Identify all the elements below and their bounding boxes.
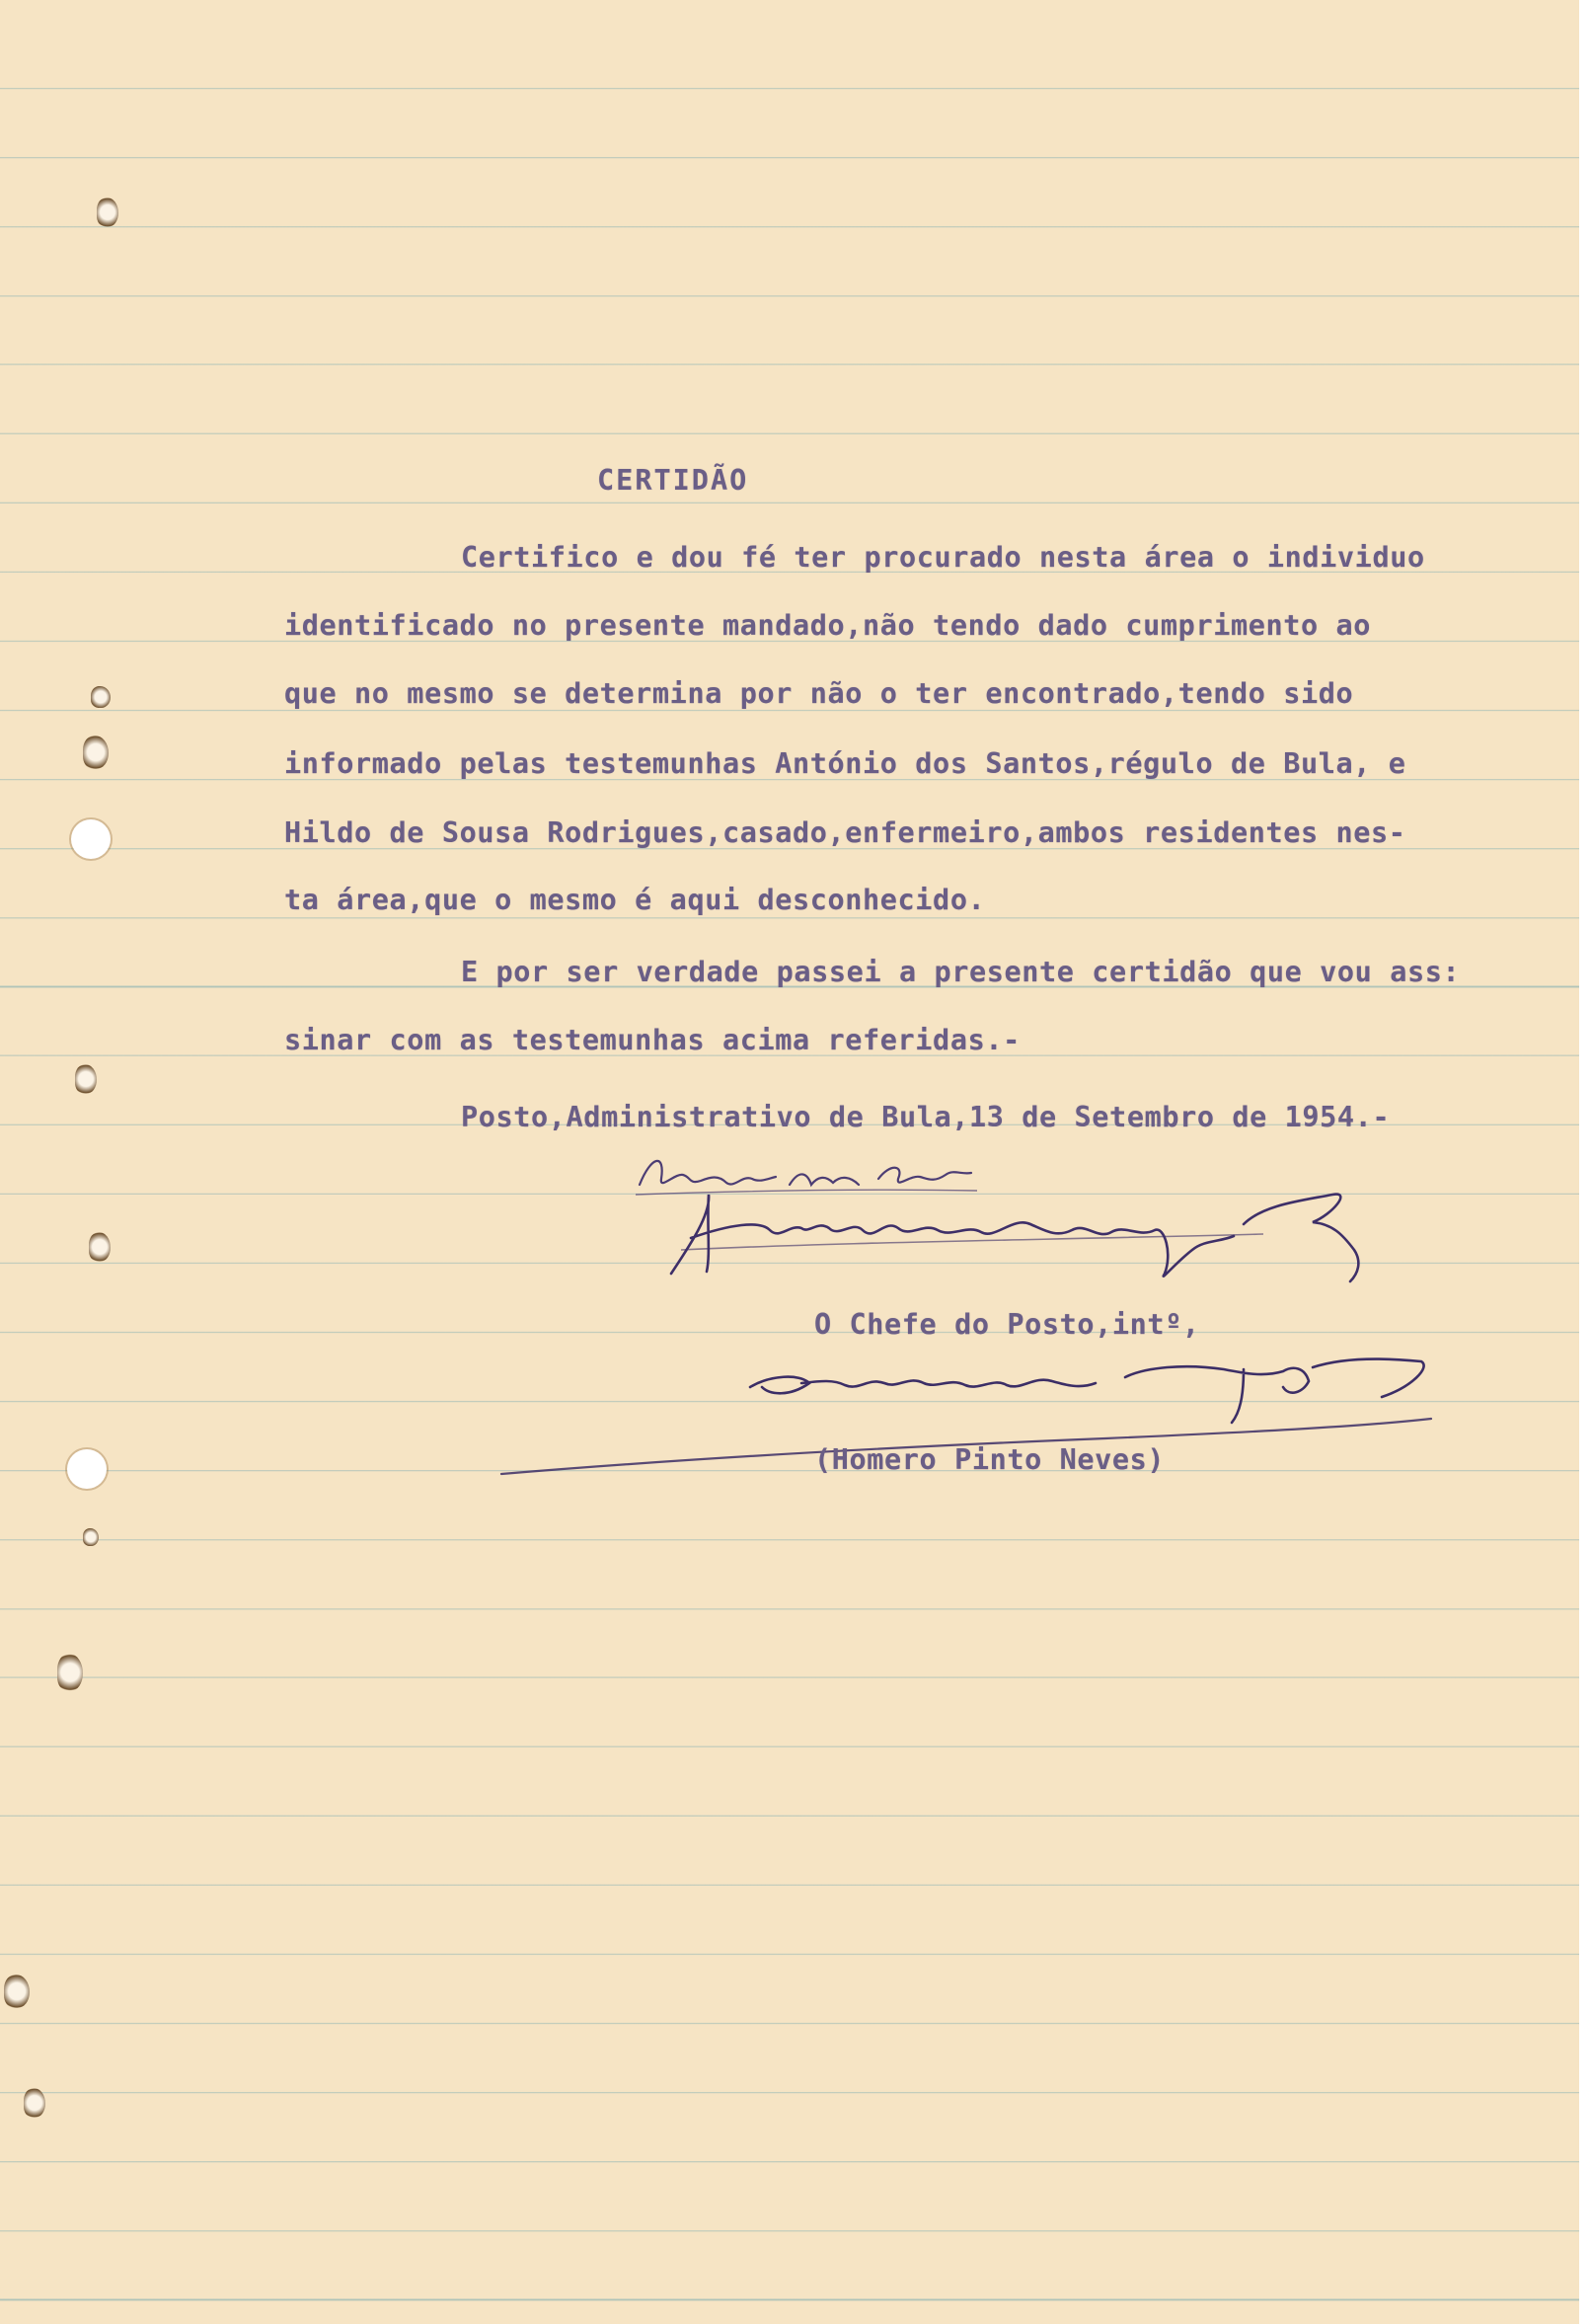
body-line-6: ta área,que o mesmo é aqui desconhecido.	[284, 884, 986, 916]
punch-hole	[71, 819, 111, 859]
margin-hole	[89, 1232, 111, 1262]
signatory-name: (Homero Pinto Neves)	[814, 1443, 1166, 1476]
body-line-4: informado pelas testemunhas António dos Santos,régulo de Bula, e	[284, 747, 1406, 780]
body-line-5: Hildo de Sousa Rodrigues,casado,enfermeiro,ambos residentes nes-	[284, 816, 1406, 849]
margin-hole	[75, 1064, 97, 1094]
body-line-1: Certifico e dou fé ter procurado nesta área o individuo	[461, 541, 1425, 574]
margin-hole	[83, 1528, 99, 1546]
document-title: CERTIDÃO	[597, 464, 749, 497]
body-line-3: que no mesmo se determina por não o ter encontrado,tendo sido	[284, 677, 1354, 710]
signatory-role: O Chefe do Posto,intº,	[814, 1308, 1200, 1341]
margin-hole	[24, 2088, 45, 2118]
punch-hole	[67, 1449, 107, 1489]
date-line: Posto,Administrativo de Bula,13 de Setembro de 1954.-	[461, 1101, 1391, 1133]
body-line-7: E por ser verdade passei a presente certidão que vou ass:	[461, 956, 1461, 988]
margin-hole	[97, 197, 118, 227]
body-line-2: identificado no presente mandado,não tendo dado cumprimento ao	[284, 609, 1372, 642]
margin-hole	[4, 1975, 30, 2008]
witness-signature-hildo	[651, 1155, 1451, 1293]
margin-hole	[83, 736, 109, 769]
margin-hole	[91, 686, 111, 708]
scan-margin	[1579, 0, 1592, 2324]
body-line-8: sinar com as testemunhas acima referidas.-	[284, 1024, 1021, 1056]
margin-hole	[57, 1654, 83, 1691]
